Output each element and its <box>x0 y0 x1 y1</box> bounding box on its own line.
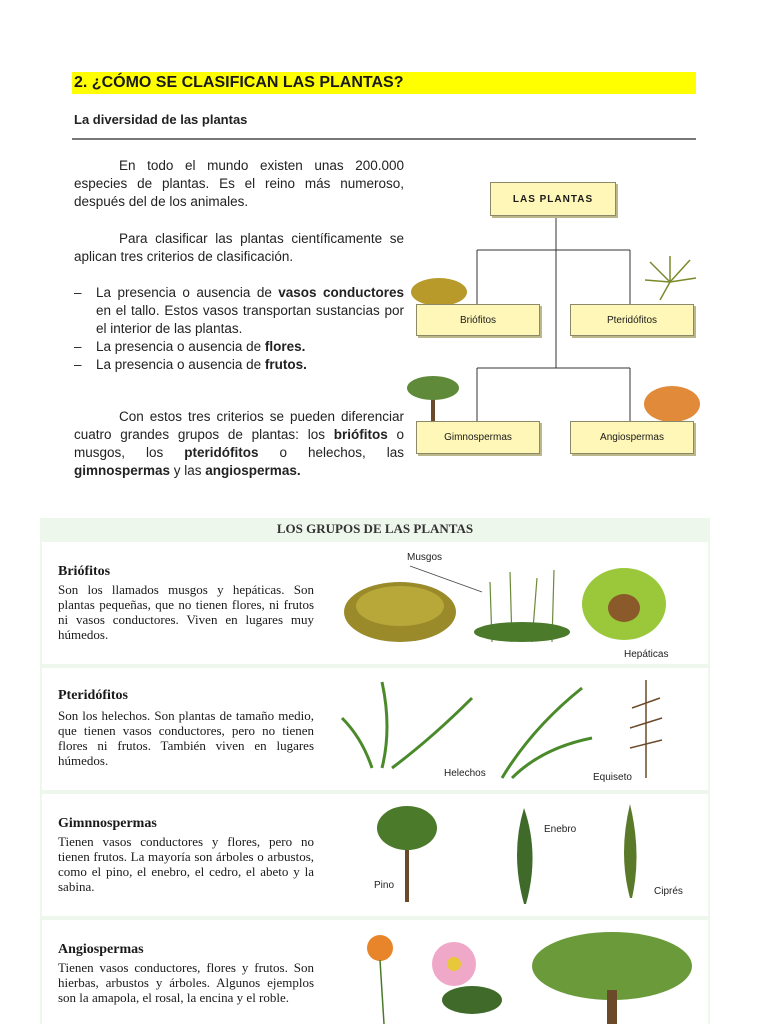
section-title: 2. ¿CÓMO SE CLASIFICAN LAS PLANTAS? <box>72 72 696 94</box>
flower-shrub-illustration-icon <box>644 386 700 422</box>
label-cipres: Ciprés <box>654 886 683 897</box>
criterion-bold: flores. <box>264 339 306 354</box>
group-card-gimnospermas <box>42 794 708 916</box>
label-enebro: Enebro <box>544 824 577 835</box>
p3-text: o helechos, las <box>258 445 405 460</box>
group-description: Tienen vasos conductores y flores, pero no tienen frutos. La mayoría son árboles o arbustos, como el pino, el enebro, el cedro, el abeto y la sabina. <box>58 834 314 894</box>
angiospermas-illustrations <box>42 920 708 1024</box>
group-title: Briófitos <box>58 564 111 579</box>
group-title: Angiospermas <box>58 942 144 957</box>
criterion-text: La presencia o ausencia de <box>96 339 265 354</box>
diagram-node-briofitos: Briófitos <box>416 304 540 336</box>
intro-paragraph-2: Para clasificar las plantas científicamente se aplican tres criterios de clasificación. <box>74 231 404 264</box>
label-helechos: Helechos <box>444 768 486 779</box>
group-description: Son los helechos. Son plantas de tamaño medio, que tienen vasos conductores, pero no tienen flores ni frutos. También viven en lugares húmedos. <box>58 708 314 768</box>
p3-bold: angiospermas. <box>205 463 301 478</box>
diagram-node-angiospermas: Angiospermas <box>570 421 694 454</box>
diagram-node-gimnospermas: Gimnospermas <box>416 421 540 454</box>
subtitle: La diversidad de las plantas <box>74 112 248 127</box>
p3-bold: pteridófitos <box>184 445 259 460</box>
criterion-text: La presencia o ausencia de <box>96 285 279 300</box>
moss-illustration-icon <box>411 278 467 306</box>
label-equiseto: Equiseto <box>593 772 632 783</box>
p3-bold: briófitos <box>333 427 388 442</box>
diagram-node-pteridofitos: Pteridófitos <box>570 304 694 336</box>
group-title: Pteridófitos <box>58 688 128 703</box>
group-card-pteridofitos <box>42 668 708 790</box>
group-title: Gimnnospermas <box>58 816 157 831</box>
p3-text: y las <box>170 463 206 478</box>
criterion-text: La presencia o ausencia de <box>96 357 265 372</box>
group-description: Son los llamados musgos y hepáticas. Son plantas pequeñas, que no tienen flores, ni frutos ni vasos conductores. Viven en lugares muy húmedos. <box>58 582 314 642</box>
diagram-root: LAS PLANTAS <box>490 182 616 216</box>
label-pino: Pino <box>374 880 395 891</box>
fern-illustration-icon <box>645 256 696 300</box>
criterion-bold: frutos. <box>264 357 307 372</box>
group-card-angiospermas <box>42 920 708 1024</box>
intro-paragraph-1: En todo el mundo existen unas 200.000 especies de plantas. Es el reino más numeroso, después del de los animales. <box>74 158 404 209</box>
group-description: Tienen vasos conductores, flores y frutos. Son hierbas, arbustos y árboles. Algunos ejemplos son la amapola, el rosal, la encina y el roble. <box>58 960 314 1005</box>
criterion-bold: vasos conductores <box>278 285 405 300</box>
p3-text: Con estos tres criterios se pueden diferenciar cuatro grandes grupos de plantas: los <box>74 409 404 442</box>
groups-header: LOS GRUPOS DE LAS PLANTAS <box>276 521 474 536</box>
label-musgos: Musgos <box>407 552 443 563</box>
p3-text: o musgos, los <box>74 427 404 460</box>
p3-bold: gimnospermas <box>74 463 171 478</box>
label-hepaticas: Hepáticas <box>624 649 669 660</box>
criterion-text: en el tallo. Estos vasos transportan sustancias por el interior de las plantas. <box>96 303 404 336</box>
group-card-briofitos <box>42 542 708 664</box>
tree-illustration-icon <box>407 376 459 425</box>
gimnospermas-illustrations <box>42 794 708 916</box>
briofitos-illustrations <box>42 542 708 664</box>
